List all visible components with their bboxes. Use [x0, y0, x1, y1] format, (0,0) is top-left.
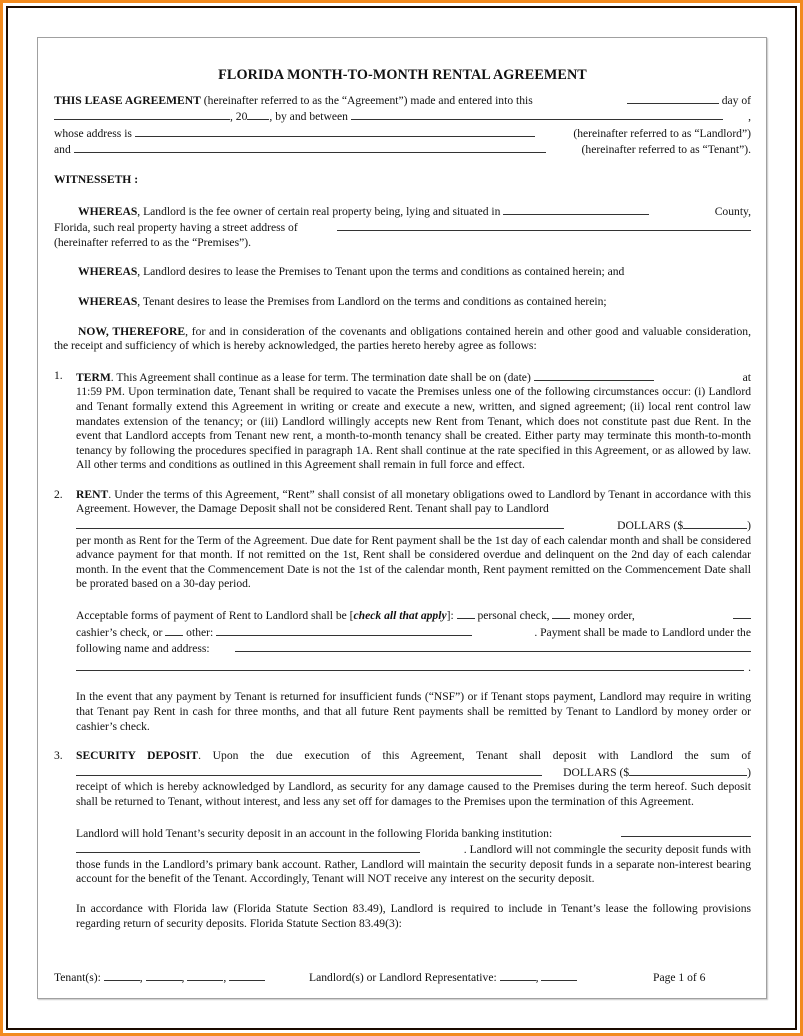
landlord-initial-field[interactable] [541, 969, 577, 981]
landlord-initials: Landlord(s) or Landlord Representative: , [309, 969, 653, 984]
tenant-initials-label: Tenant(s): [54, 971, 104, 984]
check-all-emphasis: check all that apply [353, 609, 447, 623]
whereas-paragraph-3 [54, 295, 751, 310]
whereas-lead: WHEREAS [78, 265, 138, 279]
section-text: receipt of which is hereby acknowledged by Landlord, as security for any damage caused to the Premises during the term hereof. Such deposit shall be returned to Tenant, without interest, and less any set off for damages to the Premises upon the termination of this Agreement. [76, 780, 751, 808]
intro-text: , [748, 110, 751, 124]
section-text: . This Agreement shall continue as a lease for term. The termination date shall be on (date) [110, 370, 534, 384]
whereas-lead: WHEREAS [78, 294, 138, 308]
cashiers-check-checkbox[interactable] [733, 607, 751, 619]
rent-amount-words-field[interactable] [76, 517, 564, 529]
section-number: 1. [54, 368, 63, 382]
intro-text: (hereinafter referred to as “Tenant”). [581, 143, 751, 157]
tenant-initial-field[interactable] [187, 969, 223, 981]
nsf-paragraph: In the event that any payment by Tenant is returned for insufficient funds (“NSF”) or if Tenant stops payment, Landlord may require in writing that Tenant pay Rent in cash for three months, and that all future Rent payments shall be remitted by Tenant to Landlord by money order or cashier’s check. [76, 690, 751, 733]
whereas-text: Florida, such real property having a street address of [54, 221, 298, 235]
intro-lead: THIS LEASE AGREEMENT [54, 93, 201, 107]
street-address-field[interactable] [337, 219, 751, 231]
personal-check-checkbox[interactable] [457, 607, 475, 619]
intro-text: , by and between [269, 110, 351, 124]
bank-name-field[interactable] [621, 825, 751, 837]
termination-date-field[interactable] [534, 369, 654, 381]
now-therefore-lead: NOW, THEREFORE [78, 324, 186, 338]
section-text: ) [747, 519, 751, 533]
section-term [54, 369, 751, 473]
tenant-name-field[interactable] [74, 141, 546, 153]
tenant-initial-field[interactable] [229, 969, 265, 981]
section-security-deposit [54, 749, 751, 931]
whereas-lead: WHEREAS [78, 204, 138, 218]
landlord-name-field[interactable] [351, 108, 723, 120]
section-text: 11:59 PM. Upon termination date, Tenant shall be required to vacate the Premises unless one of the following circumstances occur: (i) Landlord and Tenant formally extend this Agreement in writing or create and execute a new, written, and signed agreement; (ii) local rent control law mandates extension of the tenancy; or (iii) Landlord willingly accepts new Rent from Tenant, which does not constitute past due Rent. In the event that Landlord accepts from Tenant new rent, a month-to-month tenancy shall be created. Either party may terminate this month-to-month tenancy by following the procedures specified in paragraph 1A. Rent shall continue at the rate specified in this Agreement, or as allowed by law. All other terms and conditions as outlined in this Agreement shall remain in full force and effect. [76, 385, 751, 472]
intro-text: whose address is [54, 126, 135, 140]
payment-forms-paragraph [76, 607, 751, 675]
other-payment-field[interactable] [216, 624, 472, 636]
section-number: 3. [54, 749, 63, 763]
intro-text: and [54, 143, 74, 157]
now-therefore-text: , for and in consideration of the covenants and obligations contained herein and other good and valuable consideration, the receipt and sufficiency of which is hereby acknowledged, the parties hereto hereby agree as follows: [54, 324, 751, 353]
whereas-text: (hereinafter referred to as the “Premises”). [54, 235, 251, 249]
day-field[interactable] [627, 92, 719, 104]
document-title: FLORIDA MONTH-TO-MONTH RENTAL AGREEMENT [218, 67, 587, 83]
section-heading: SECURITY DEPOSIT [76, 749, 199, 763]
section-text: DOLLARS ($ [617, 519, 684, 533]
tenant-initials: Tenant(s): , , , [54, 969, 309, 984]
intro-paragraph [54, 92, 751, 158]
whereas-text: , Landlord is the fee owner of certain real property being, lying and situated in [137, 204, 504, 218]
section-text: other: [183, 625, 217, 639]
page-number: Page 1 of 6 [653, 971, 706, 984]
landlord-address-field[interactable] [135, 125, 535, 137]
landlord-initial-field[interactable] [500, 969, 536, 981]
section-number: 2. [54, 487, 63, 501]
money-order-checkbox[interactable] [552, 607, 570, 619]
deposit-amount-field[interactable] [629, 764, 747, 776]
other-payment-checkbox[interactable] [165, 624, 183, 636]
section-heading: RENT [76, 487, 109, 501]
year-field[interactable] [247, 108, 269, 120]
whereas-text: , Landlord desires to lease the Premises to Tenant upon the terms and conditions as contained herein; and [137, 265, 625, 279]
section-text: . [748, 660, 751, 674]
tenant-initial-field[interactable] [146, 969, 182, 981]
whereas-paragraph-2 [54, 265, 751, 280]
section-text: those funds in the Landlord’s primary bank account. Rather, Landlord will maintain the security deposit funds in a separate non-interest bearing account for the benefit of the Tenant. Accordingly, Tenant will NOT receive any interest on the security deposit. [76, 857, 751, 886]
document-page [37, 37, 767, 999]
page-footer [54, 969, 734, 984]
section-text: . Landlord will not commingle the security deposit funds with [463, 843, 751, 857]
payee-name-address-field-2[interactable] [76, 659, 744, 671]
bank-name-field-2[interactable] [76, 841, 420, 853]
whereas-paragraph-1 [54, 203, 751, 251]
section-text: . Payment shall be made to Landlord under the [534, 625, 751, 639]
section-text: ) [747, 765, 751, 779]
witnesseth-heading: WITNESSETH : [54, 172, 139, 186]
intro-text: day of [718, 93, 751, 107]
month-field[interactable] [54, 108, 230, 120]
section-text: following name and address: [76, 642, 210, 656]
section-text: Landlord will hold Tenant’s security deposit in an account in the following Florida banking institution: [76, 826, 553, 840]
intro-text: (hereinafter referred to as “Landlord”) [573, 126, 751, 140]
statute-paragraph: In accordance with Florida law (Florida Statute Section 83.49), Landlord is required to include in Tenant’s lease the following provisions regarding return of security deposits. Florida Statute Section 83.49(3): [76, 901, 751, 930]
bank-paragraph [76, 825, 751, 887]
section-text: per month as Rent for the Term of the Agreement. Due date for Rent payment shall be the 1st day of each calendar month and shall be considered advance payment for that month. If not remitted on the 1st, Rent shall be considered overdue and delinquent on the 2nd day of each calendar month. In the event that the Commencement Date is not the 1st of the calendar month, Rent payment remitted on the Commencement Date shall be prorated based on a 30-day period. [76, 533, 751, 591]
intro-text: , 20 [230, 110, 248, 124]
section-text: . Under the terms of this Agreement, “Rent” shall consist of all monetary obligations owed to Landlord by Tenant in accordance with this Agreement. However, the Damage Deposit shall not be considered Rent. Tenant shall pay to Landlord [76, 487, 751, 516]
intro-text: (hereinafter referred to as the “Agreement”) made and entered into this [200, 93, 533, 107]
landlord-initials-label: Landlord(s) or Landlord Representative: [309, 971, 500, 984]
section-text: personal check, [474, 609, 553, 623]
tenant-initial-field[interactable] [104, 969, 140, 981]
section-text: DOLLARS ($ [563, 765, 630, 779]
section-text: Acceptable forms of payment of Rent to Landlord shall be [ [76, 609, 354, 623]
section-text: ]: [446, 609, 457, 623]
section-heading: TERM [76, 370, 111, 384]
county-field[interactable] [503, 203, 649, 215]
rent-amount-field[interactable] [683, 517, 747, 529]
payee-name-address-field[interactable] [235, 640, 751, 652]
document-content [54, 68, 751, 931]
section-rent [54, 488, 751, 734]
section-text: . Upon the due execution of this Agreement, Tenant shall deposit with Landlord the sum of [198, 749, 751, 763]
now-therefore-paragraph [54, 325, 751, 354]
whereas-text: , Tenant desires to lease the Premises from Landlord on the terms and conditions as contained herein; [137, 294, 607, 308]
section-text: cashier’s check, or [76, 625, 166, 639]
section-text: money order, [570, 609, 635, 623]
deposit-amount-words-field[interactable] [76, 764, 542, 776]
whereas-text: County, [714, 204, 751, 218]
section-text: at [742, 370, 751, 384]
